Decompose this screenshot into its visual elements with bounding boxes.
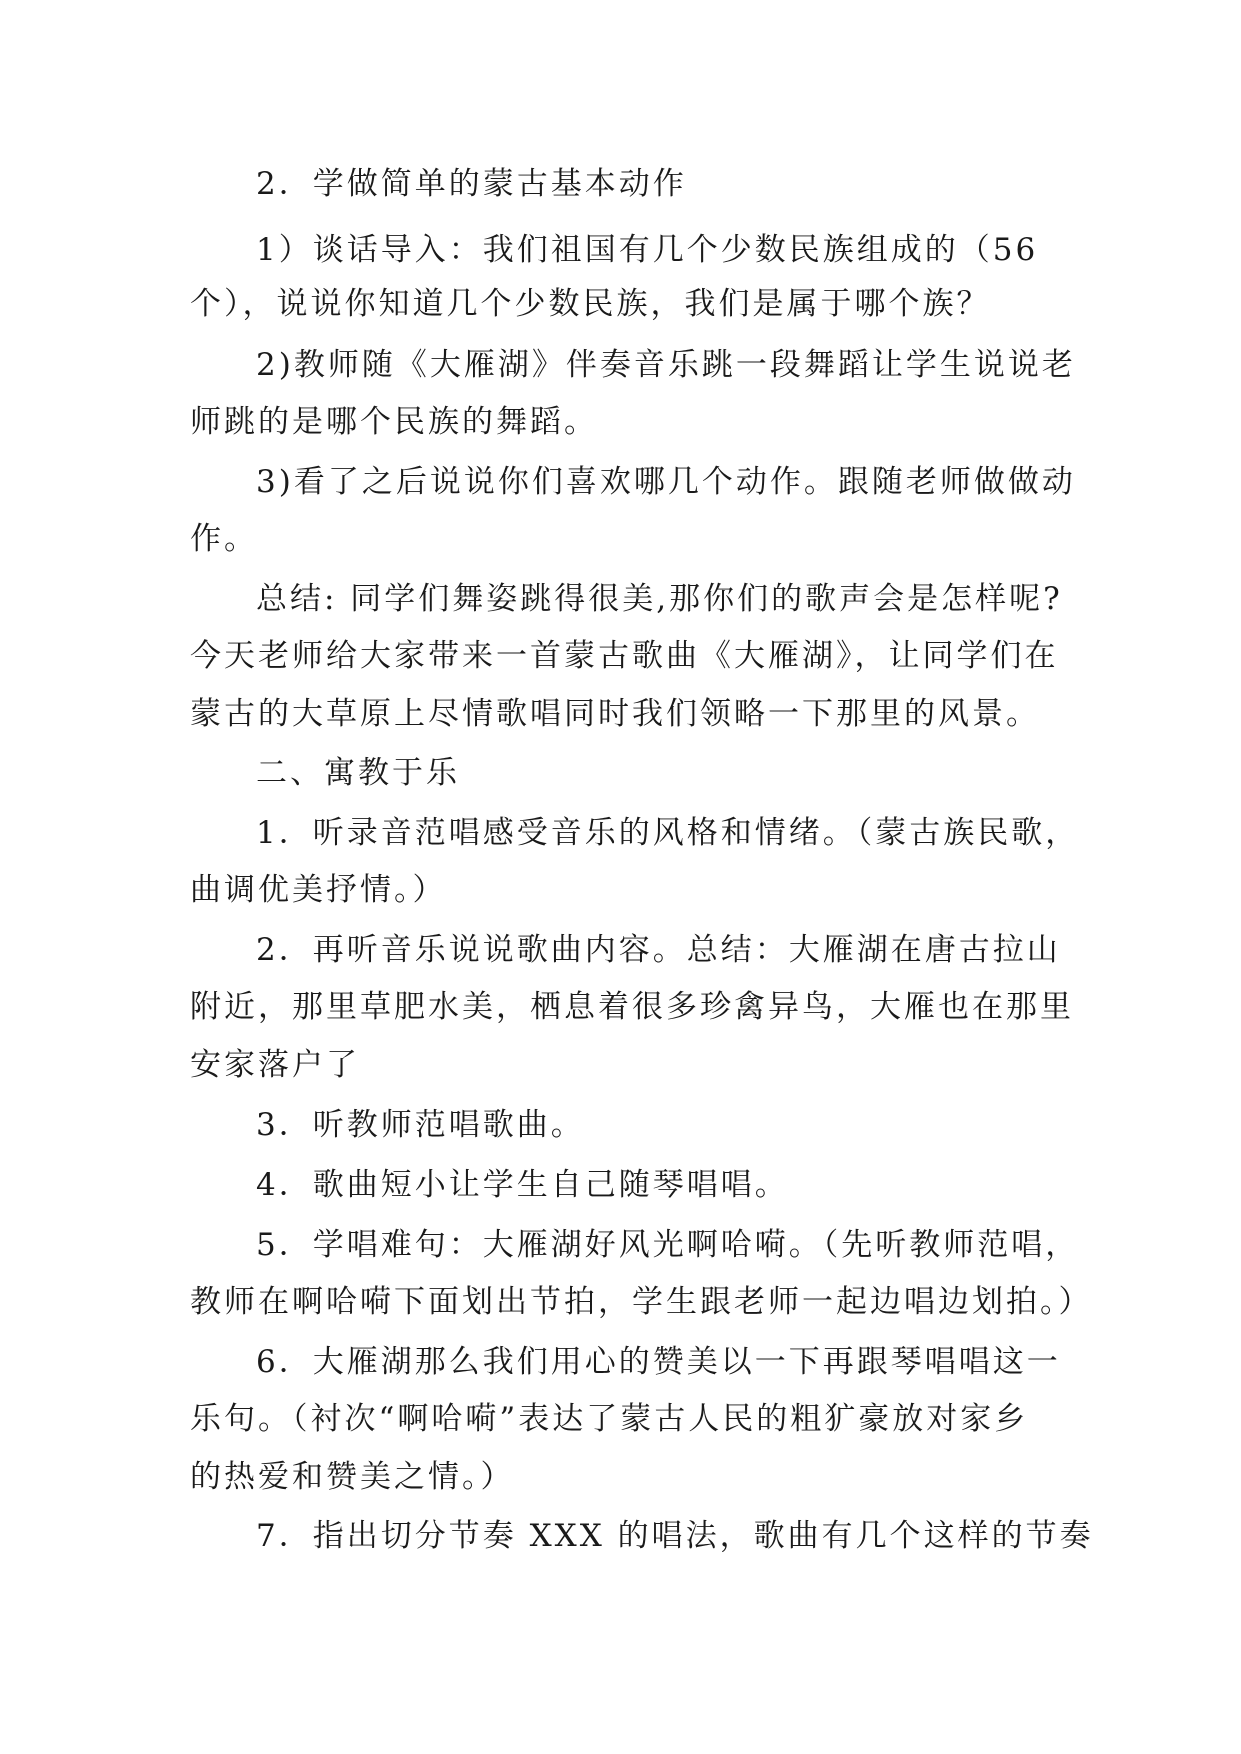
text-line: 安家落户了 xyxy=(190,1047,360,1083)
text-line: 作。 xyxy=(190,521,258,557)
text-line: 2．再听音乐说说歌曲内容。总结：大雁湖在唐古拉山 xyxy=(256,932,1061,968)
text-line: 4．歌曲短小让学生自己随琴唱唱。 xyxy=(256,1167,789,1203)
text-line: 3)看了之后说说你们喜欢哪几个动作。跟随老师做做动 xyxy=(256,464,1076,500)
text-line: 1．听录音范唱感受音乐的风格和情绪。（蒙古族民歌， xyxy=(256,815,1080,851)
text-line: 附近，那里草肥水美，栖息着很多珍禽异鸟，大雁也在那里 xyxy=(190,989,1074,1025)
text-line: 今天老师给大家带来一首蒙古歌曲《大雁湖》，让同学们在 xyxy=(190,638,1059,674)
text-line: 3．听教师范唱歌曲。 xyxy=(256,1107,585,1143)
text-line: 师跳的是哪个民族的舞蹈。 xyxy=(190,404,598,440)
text-line: 1）谈话导入：我们祖国有几个少数民族组成的（56 xyxy=(256,232,1039,268)
text-line: 二、寓教于乐 xyxy=(256,755,460,791)
text-line: 个），说说你知道几个少数民族，我们是属于哪个族？ xyxy=(190,286,991,322)
text-line: 6．大雁湖那么我们用心的赞美以一下再跟琴唱唱这一 xyxy=(256,1344,1061,1380)
text-line: 总结: 同学们舞姿跳得很美,那你们的歌声会是怎样呢? xyxy=(256,581,1063,617)
text-line: 7．指出切分节奏 XXX 的唱法，歌曲有几个这样的节奏 xyxy=(256,1518,1094,1554)
text-line: 2．学做简单的蒙古基本动作 xyxy=(256,166,687,202)
text-line: 乐句。（衬次“啊哈嗬”表达了蒙古人民的粗犷豪放对家乡 xyxy=(190,1401,1029,1437)
text-line: 的热爱和赞美之情。） xyxy=(190,1459,515,1495)
text-line: 5．学唱难句：大雁湖好风光啊哈嗬。（先听教师范唱， xyxy=(256,1227,1080,1263)
text-line: 蒙古的大草原上尽情歌唱同时我们领略一下那里的风景。 xyxy=(190,696,1040,732)
text-line: 曲调优美抒情。） xyxy=(190,872,447,908)
text-line: 教师在啊哈嗬下面划出节拍，学生跟老师一起边唱边划拍。） xyxy=(190,1284,1093,1320)
text-line: 2)教师随《大雁湖》伴奏音乐跳一段舞蹈让学生说说老 xyxy=(256,347,1076,383)
